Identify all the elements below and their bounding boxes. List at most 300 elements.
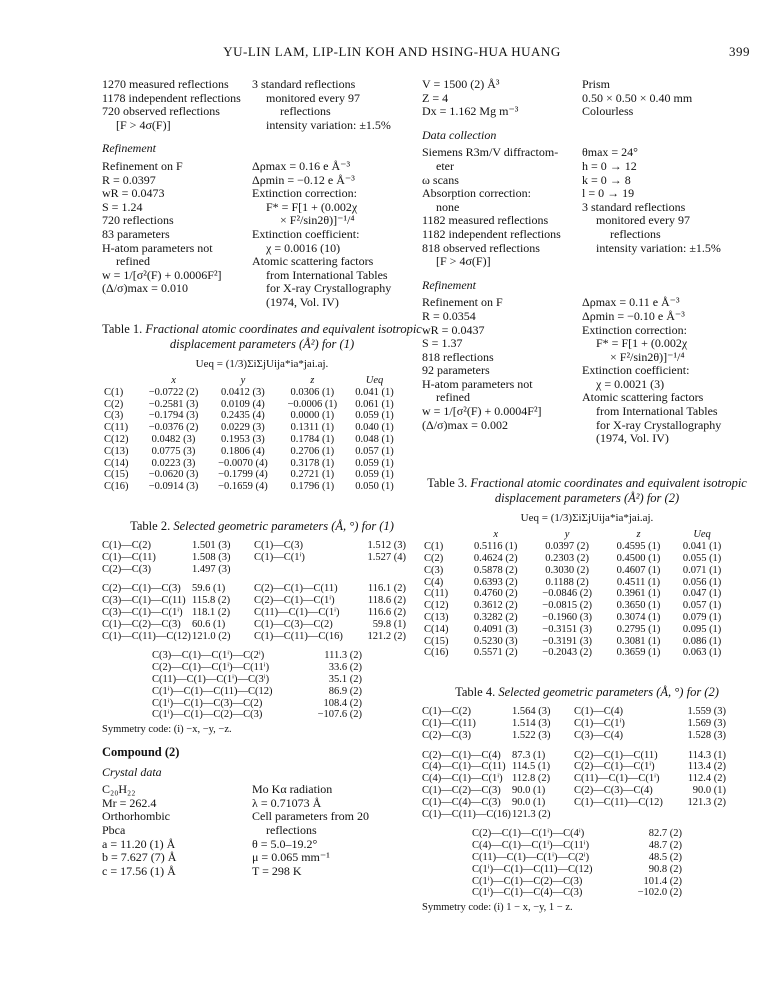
text-line: [F > 4σ(F)]	[436, 254, 491, 269]
table-row	[422, 565, 732, 577]
list	[422, 296, 582, 446]
parameter-value: 90.0 (1)	[512, 784, 546, 796]
text-line: R = 0.0397	[102, 172, 156, 187]
table-cell: −0.2043 (2)	[542, 647, 592, 659]
table-cell: 0.1953 (3)	[221, 434, 265, 446]
text-line: F* = F[1 + (0.002χ	[266, 199, 358, 214]
atom-label: C(14)	[104, 457, 129, 469]
text-line: 1182 independent reflections	[422, 226, 561, 241]
table-cell: 0.4624 (2)	[473, 553, 518, 565]
table-row	[102, 469, 402, 481]
parameter-row	[102, 631, 422, 643]
text-line: refined	[116, 254, 150, 269]
parameter-row	[102, 564, 422, 576]
text-line: (1974, Vol. IV)	[596, 431, 669, 446]
table-cell: 0.0306 (1)	[290, 386, 335, 398]
parameter-atoms: C(4)—C(1)—C(1ⁱ)	[422, 773, 503, 785]
parameter-row	[422, 718, 752, 730]
table-cell: 0.4511 (1)	[616, 576, 661, 588]
table-cell: −0.2581 (3)	[148, 398, 199, 410]
text-line: 720 reflections	[102, 213, 174, 228]
text-line: intensity variation: ±1.5%	[596, 240, 721, 255]
c2-data-collection	[422, 146, 752, 268]
table-cell: 0.057 (1)	[355, 445, 394, 457]
parameter-row	[102, 619, 422, 631]
parameter-value: 90.0 (1)	[692, 784, 726, 796]
parameter-value: 59.6 (1)	[192, 583, 226, 595]
table-cell: 0.6393 (2)	[473, 576, 518, 588]
table-cell: 0.040 (1)	[355, 422, 394, 434]
table-cell: 0.4760 (2)	[473, 588, 518, 600]
atom-label: C(16)	[424, 647, 449, 659]
list	[582, 296, 752, 446]
table-cell: 0.2721 (1)	[290, 469, 335, 481]
table-cell: 0.079 (1)	[682, 612, 722, 624]
table-cell: −0.0006 (1)	[287, 398, 338, 410]
parameter-value: 121.3 (2)	[687, 796, 726, 808]
list	[252, 78, 422, 132]
table-cell: 0.3659 (1)	[616, 647, 661, 659]
table-cell: 0.5230 (3)	[473, 635, 518, 647]
table-cell: −0.0070 (4)	[218, 457, 268, 469]
text-line: Prism	[582, 77, 611, 91]
parameter-row	[422, 797, 752, 809]
list	[102, 78, 252, 132]
table-row	[102, 399, 402, 411]
parameter-row	[102, 540, 422, 552]
column-header: x	[493, 529, 499, 541]
parameter-value: 1.527 (4)	[367, 551, 406, 563]
table-cell: −0.0914 (3)	[148, 481, 199, 493]
parameter-row	[422, 730, 752, 742]
table-header-row	[422, 529, 732, 541]
text-line: 818 observed reflections	[422, 240, 540, 255]
text-line: 83 parameters	[102, 226, 170, 241]
column-header: y	[240, 375, 246, 387]
column-header: Ueq	[365, 375, 384, 387]
parameter-value: 121.2 (2)	[367, 630, 406, 642]
spacer	[102, 575, 422, 583]
torsion-value: 86.9 (2)	[328, 685, 362, 697]
torsion-block	[472, 828, 752, 899]
list	[102, 160, 252, 310]
table-cell: 0.5116 (1)	[474, 541, 518, 553]
table-cell: 0.061 (1)	[355, 398, 394, 410]
text-line: H-atom parameters not	[102, 240, 213, 255]
compound2-heading: Compound (2)	[102, 745, 180, 760]
section-heading: Refinement	[422, 277, 476, 292]
torsion-atoms: C(1ⁱ)—C(1)—C(3)—C(2)	[152, 697, 263, 709]
parameter-atoms: C(3)—C(1)—C(1ⁱ)	[102, 607, 183, 619]
text-line: 720 observed reflections	[102, 104, 220, 119]
table-cell: −0.0620 (3)	[148, 469, 199, 481]
left-column	[102, 78, 422, 878]
table-cell: 0.063 (1)	[682, 647, 722, 659]
table-cell: 0.2303 (2)	[545, 553, 589, 565]
atom-label: C(15)	[424, 635, 449, 647]
table-cell: 0.086 (1)	[682, 635, 722, 647]
text-line: ω scans	[422, 172, 459, 187]
table-cell: 0.0000 (1)	[290, 410, 335, 422]
parameter-value: 1.514 (3)	[512, 718, 551, 729]
parameter-atoms: C(1)—C(1ⁱ)	[254, 551, 305, 563]
text-line: × F²/sin2θ)]⁻¹/⁴	[280, 213, 355, 228]
text-line: Δρmax = 0.11 e Å⁻³	[582, 295, 680, 310]
table-cell: 0.1311 (1)	[290, 422, 334, 434]
table-cell: 0.3081 (1)	[616, 635, 661, 647]
table-cell: 0.0229 (3)	[221, 422, 265, 434]
text-line: w = 1/[σ²(F) + 0.0006F²]	[102, 267, 222, 282]
parameter-value: 121.0 (2)	[192, 630, 231, 642]
parameter-row	[422, 785, 752, 797]
table1-caption: Table 1. Fractional atomic coordinates and equivalent isotropic displacement parameters (Å²) for (1)	[102, 321, 422, 351]
parameter-value: 121.3 (2)	[512, 808, 551, 820]
torsion-row	[472, 876, 752, 888]
parameter-value: 90.0 (1)	[512, 796, 546, 808]
torsion-atoms: C(2)—C(1)—C(1ⁱ)—C(4ⁱ)	[472, 828, 585, 840]
text-line: a = 11.20 (1) Å	[102, 836, 176, 851]
text-line: reflections	[610, 226, 661, 241]
text-line: θ = 5.0–19.2°	[252, 836, 318, 851]
parameter-row	[422, 809, 752, 821]
parameter-value: 87.3 (1)	[512, 749, 546, 761]
table4	[422, 706, 752, 914]
text-line: (1974, Vol. IV)	[266, 294, 339, 309]
text-line: eter	[436, 158, 454, 173]
torsion-row	[152, 650, 422, 662]
table-cell: 0.048 (1)	[355, 434, 394, 446]
right-column	[422, 78, 752, 914]
torsion-row	[472, 864, 752, 876]
list	[252, 160, 422, 310]
table-cell: 0.1806 (4)	[221, 445, 265, 457]
torsion-row	[472, 840, 752, 852]
table-row	[422, 600, 732, 612]
text-line: Refinement on F	[422, 295, 503, 310]
torsion-atoms: C(11)—C(1)—C(1ⁱ)—C(2ⁱ)	[472, 851, 590, 863]
parameter-atoms: C(1)—C(4)	[574, 706, 623, 718]
atom-label: C(14)	[424, 623, 449, 635]
text-line: χ = 0.0016 (10)	[266, 240, 341, 255]
text-line: 0.50 × 0.50 × 0.40 mm	[582, 90, 693, 105]
torsion-row	[152, 709, 422, 721]
column-header: x	[171, 375, 176, 387]
text-line: b = 7.627 (7) Å	[102, 850, 177, 865]
parameter-value: 116.6 (2)	[367, 607, 406, 619]
parameter-atoms: C(2)—C(1)—C(1ⁱ)	[574, 761, 655, 773]
table-cell: 0.4500 (1)	[616, 553, 661, 565]
text-line: 1270 measured reflections	[102, 77, 229, 91]
text-line: wR = 0.0473	[102, 186, 165, 201]
torsion-atoms: C(4)—C(1)—C(1ⁱ)—C(11ⁱ)	[472, 840, 590, 852]
c2-crystal-data	[102, 783, 422, 878]
list	[422, 146, 582, 268]
parameter-atoms: C(11)—C(1)—C(1ⁱ)	[254, 607, 340, 619]
parameter-value: 112.4 (2)	[687, 773, 726, 785]
text-line: Extinction correction:	[582, 322, 687, 337]
text-line: w = 1/[σ²(F) + 0.0004F²]	[422, 404, 542, 419]
torsion-atoms: C(1ⁱ)—C(1)—C(11)—C(12)	[152, 685, 273, 697]
text-line: monitored every 97	[266, 90, 360, 105]
table-row	[102, 387, 402, 399]
table2	[102, 540, 422, 736]
table-cell: 0.1188 (2)	[545, 576, 589, 588]
text-line: Orthorhombic	[102, 809, 170, 824]
parameter-atoms: C(2)—C(3)	[102, 563, 151, 575]
table1	[102, 375, 402, 493]
atom-label: C(3)	[424, 564, 444, 576]
text-line: C₂₀H₂₂	[102, 782, 136, 797]
text-line: k = 0 → 8	[582, 172, 631, 187]
text-line: Colourless	[582, 104, 634, 119]
table3-caption: Table 3. Fractional atomic coordinates and equivalent isotropic displacement parameters (Å²) for (2)	[427, 475, 747, 505]
table-cell: −0.3151 (3)	[542, 623, 592, 635]
torsion-value: 48.5 (2)	[648, 851, 682, 863]
text-line: T = 298 K	[252, 863, 302, 878]
torsion-row	[472, 852, 752, 864]
parameter-value: 113.4 (2)	[687, 761, 726, 773]
text-line: h = 0 → 12	[582, 158, 637, 173]
parameter-value: 116.1 (2)	[367, 583, 406, 595]
parameter-atoms	[254, 564, 344, 576]
torsion-atoms: C(3)—C(1)—C(1ⁱ)—C(2ⁱ)	[152, 650, 265, 662]
text-line: from International Tables	[596, 404, 718, 419]
text-line: for X-ray Crystallography	[596, 417, 722, 432]
text-line: Pbca	[102, 822, 126, 837]
text-line: Z = 4	[422, 90, 449, 105]
text-line: reflections	[280, 104, 331, 119]
table-header-row	[102, 375, 402, 387]
parameter-atoms: C(4)—C(1)—C(11)	[422, 761, 506, 773]
table-cell: 0.3612 (2)	[473, 600, 518, 612]
text-line: × F²/sin2θ)]⁻¹/⁴	[610, 349, 685, 364]
table-cell: 0.2706 (1)	[290, 445, 335, 457]
parameter-value: 59.8 (1)	[372, 618, 406, 630]
text-line: Dx = 1.162 Mg m⁻³	[422, 104, 519, 119]
parameter-atoms: C(1)—C(2)	[422, 706, 471, 718]
parameter-atoms: C(1)—C(11)—C(12)	[102, 630, 191, 642]
torsion-atoms: C(1ⁱ)—C(1)—C(2)—C(3)	[152, 709, 263, 721]
torsion-value: 35.1 (2)	[328, 674, 362, 686]
atom-label: C(15)	[104, 469, 129, 481]
parameter-value: 118.6 (2)	[367, 595, 406, 607]
text-line: V = 1500 (2) Å³	[422, 77, 500, 91]
parameter-atoms: C(2)—C(1)—C(4)	[422, 749, 501, 761]
table-cell: −0.1799 (4)	[218, 469, 268, 481]
parameter-atoms: C(3)—C(4)	[574, 729, 623, 741]
table-cell: 0.2435 (4)	[221, 410, 265, 422]
torsion-value: 111.3 (2)	[324, 650, 362, 662]
text-line: from International Tables	[266, 267, 388, 282]
table-cell: 0.1796 (1)	[290, 481, 335, 493]
parameter-atoms	[574, 809, 664, 821]
torsion-atoms: C(2)—C(1)—C(1ⁱ)—C(11ⁱ)	[152, 662, 270, 674]
c1-data-collection-tail	[102, 78, 422, 132]
text-line: χ = 0.0021 (3)	[596, 376, 665, 391]
parameter-atoms: C(1)—C(11)—C(12)	[574, 796, 663, 808]
text-line: (Δ/σ)max = 0.002	[422, 417, 508, 432]
torsion-atoms: C(1ⁱ)—C(1)—C(2)—C(3)	[472, 875, 583, 887]
atom-label: C(13)	[424, 612, 449, 624]
column-header	[422, 529, 462, 541]
text-line: wR = 0.0437	[422, 322, 485, 337]
parameter-atoms: C(1)—C(2)—C(3)	[102, 618, 181, 630]
atom-label: C(12)	[424, 600, 449, 612]
table-row	[422, 577, 732, 589]
table-row	[102, 434, 402, 446]
torsion-value: 90.8 (2)	[648, 863, 682, 875]
parameter-value: 1.569 (3)	[687, 718, 726, 729]
parameter-atoms: C(2)—C(1)—C(11)	[574, 749, 658, 761]
text-line: 1182 measured reflections	[422, 213, 549, 228]
parameter-atoms: C(1)—C(11)	[102, 551, 156, 563]
table-cell: 0.095 (1)	[682, 623, 722, 635]
parameter-value: 1.497 (3)	[192, 563, 231, 575]
table-row	[102, 458, 402, 470]
parameter-atoms: C(11)—C(1)—C(1ⁱ)	[574, 773, 660, 785]
spacer	[422, 742, 752, 750]
atom-label: C(2)	[104, 398, 124, 410]
table2-caption: Table 2. Selected geometric parameters (Å, °) for (1)	[130, 519, 394, 534]
text-line: λ = 0.71073 Å	[252, 795, 322, 810]
atom-label: C(4)	[424, 576, 444, 588]
table-row	[422, 588, 732, 600]
table-cell: 0.3178 (1)	[290, 457, 335, 469]
atom-label: C(1)	[104, 386, 124, 398]
torsion-value: 108.4 (2)	[323, 697, 362, 709]
parameter-atoms: C(2)—C(1)—C(3)	[102, 583, 181, 595]
parameter-atoms: C(1)—C(3)—C(2)	[254, 618, 333, 630]
list	[102, 783, 252, 878]
parameter-atoms: C(1)—C(11)	[422, 718, 476, 729]
text-line: Atomic scattering factors	[582, 390, 704, 405]
table-cell: 0.3282 (2)	[473, 612, 518, 624]
text-line: Δρmin = −0.12 e Å⁻³	[252, 172, 355, 187]
parameter-value: 1.522 (3)	[512, 729, 551, 741]
text-line: 92 parameters	[422, 363, 490, 378]
text-line: Refinement on F	[102, 158, 183, 173]
text-line: F* = F[1 + (0.002χ	[596, 336, 688, 351]
parameter-value: 1.512 (3)	[367, 540, 406, 552]
text-line: Extinction correction:	[252, 186, 357, 201]
parameter-atoms: C(2)—C(3)—C(4)	[574, 784, 653, 796]
running-header: YU-LIN LAM, LIP-LIN KOH AND HSING-HUA HUANG	[223, 44, 561, 59]
text-line: Δρmin = −0.10 e Å⁻³	[582, 308, 685, 323]
table-row	[422, 636, 732, 648]
torsion-value: −102.0 (2)	[637, 887, 682, 899]
torsion-value: 33.6 (2)	[328, 662, 362, 674]
parameter-row	[102, 552, 422, 564]
table-cell: 0.3030 (2)	[545, 564, 589, 576]
table-cell: 0.4091 (3)	[473, 623, 518, 635]
page-number: 399	[729, 44, 750, 59]
atom-label: C(16)	[104, 481, 129, 493]
text-line: for X-ray Crystallography	[266, 281, 392, 296]
parameter-atoms: C(1)—C(3)	[254, 540, 303, 552]
torsion-value: 101.4 (2)	[643, 875, 682, 887]
table-cell: 0.057 (1)	[682, 600, 722, 612]
crystal-data-heading: Crystal data	[102, 764, 162, 779]
atom-label: C(1)	[424, 541, 444, 553]
parameter-atoms: C(1)—C(1ⁱ)	[574, 718, 625, 729]
column-header: y	[564, 529, 570, 541]
c2-crystal-data-tail	[422, 78, 752, 119]
parameter-value: 1.528 (3)	[687, 729, 726, 741]
text-line: 3 standard reflections	[252, 77, 356, 91]
list	[422, 78, 582, 119]
parameter-row	[422, 761, 752, 773]
parameter-value: 115.8 (2)	[192, 595, 231, 607]
text-line: Atomic scattering factors	[252, 254, 374, 269]
table-cell: −0.1794 (3)	[148, 410, 199, 422]
text-line: 818 reflections	[422, 349, 494, 364]
table-cell: 0.5878 (2)	[473, 564, 518, 576]
text-line: H-atom parameters not	[422, 376, 533, 391]
torsion-row	[152, 698, 422, 710]
table-row	[422, 541, 732, 553]
text-line: monitored every 97	[596, 213, 690, 228]
table-cell: 0.050 (1)	[355, 481, 394, 493]
list	[582, 146, 752, 268]
symmetry-code: Symmetry code: (i) −x, −y, −z.	[102, 724, 232, 736]
table-cell: 0.071 (1)	[682, 564, 722, 576]
table-cell: 0.059 (1)	[355, 469, 394, 481]
parameter-value: 118.1 (2)	[192, 607, 231, 619]
text-line: l = 0 → 19	[582, 186, 635, 201]
atom-label: C(3)	[104, 410, 124, 422]
parameter-row	[102, 583, 422, 595]
torsion-row	[152, 674, 422, 686]
table-cell: 0.041 (1)	[682, 541, 722, 553]
parameter-value: 60.6 (1)	[192, 618, 226, 630]
torsion-value: −107.6 (2)	[317, 709, 362, 721]
column-header	[102, 375, 139, 387]
parameter-value	[664, 809, 726, 821]
text-line: Cell parameters from 20	[252, 809, 369, 824]
ueq-formula: Ueq = (1/3)ΣiΣjUija*ia*jai.aj.	[195, 357, 329, 370]
column-header: Ueq	[693, 529, 711, 541]
table-cell: 0.3074 (1)	[616, 612, 661, 624]
parameter-row	[422, 706, 752, 718]
table-cell: 0.055 (1)	[682, 553, 722, 565]
table-cell: 0.5571 (2)	[473, 647, 518, 659]
table-row	[102, 410, 402, 422]
text-line: (Δ/σ)max = 0.010	[102, 281, 188, 296]
text-line: [F > 4σ(F)]	[116, 117, 171, 132]
table-cell: 0.4607 (1)	[616, 564, 661, 576]
text-line: Δρmax = 0.16 e Å⁻³	[252, 158, 351, 173]
ueq-formula: Ueq = (1/3)ΣiΣjUija*ia*jai.aj.	[520, 511, 654, 524]
table-cell: −0.1960 (3)	[542, 612, 592, 624]
table-cell: −0.1659 (4)	[218, 481, 268, 493]
text-line: Siemens R3m/V diffractom-	[422, 145, 559, 160]
text-line: c = 17.56 (1) Å	[102, 863, 176, 878]
text-line: Extinction coefficient:	[252, 226, 360, 241]
text-line: intensity variation: ±1.5%	[266, 117, 391, 132]
table-cell: 0.3961 (1)	[616, 588, 661, 600]
table-cell: −0.0722 (2)	[148, 386, 199, 398]
parameter-atoms: C(1)—C(11)—C(16)	[422, 808, 511, 820]
text-line: Absorption correction:	[422, 186, 531, 201]
parameter-value	[344, 564, 406, 576]
table-cell: 0.047 (1)	[682, 588, 722, 600]
section-heading: Data collection	[422, 127, 497, 142]
table-cell: 0.041 (1)	[355, 386, 394, 398]
table-row	[422, 624, 732, 636]
text-line: none	[436, 199, 460, 214]
c2-refinement	[422, 296, 752, 446]
text-line: Mo Kα radiation	[252, 782, 333, 797]
